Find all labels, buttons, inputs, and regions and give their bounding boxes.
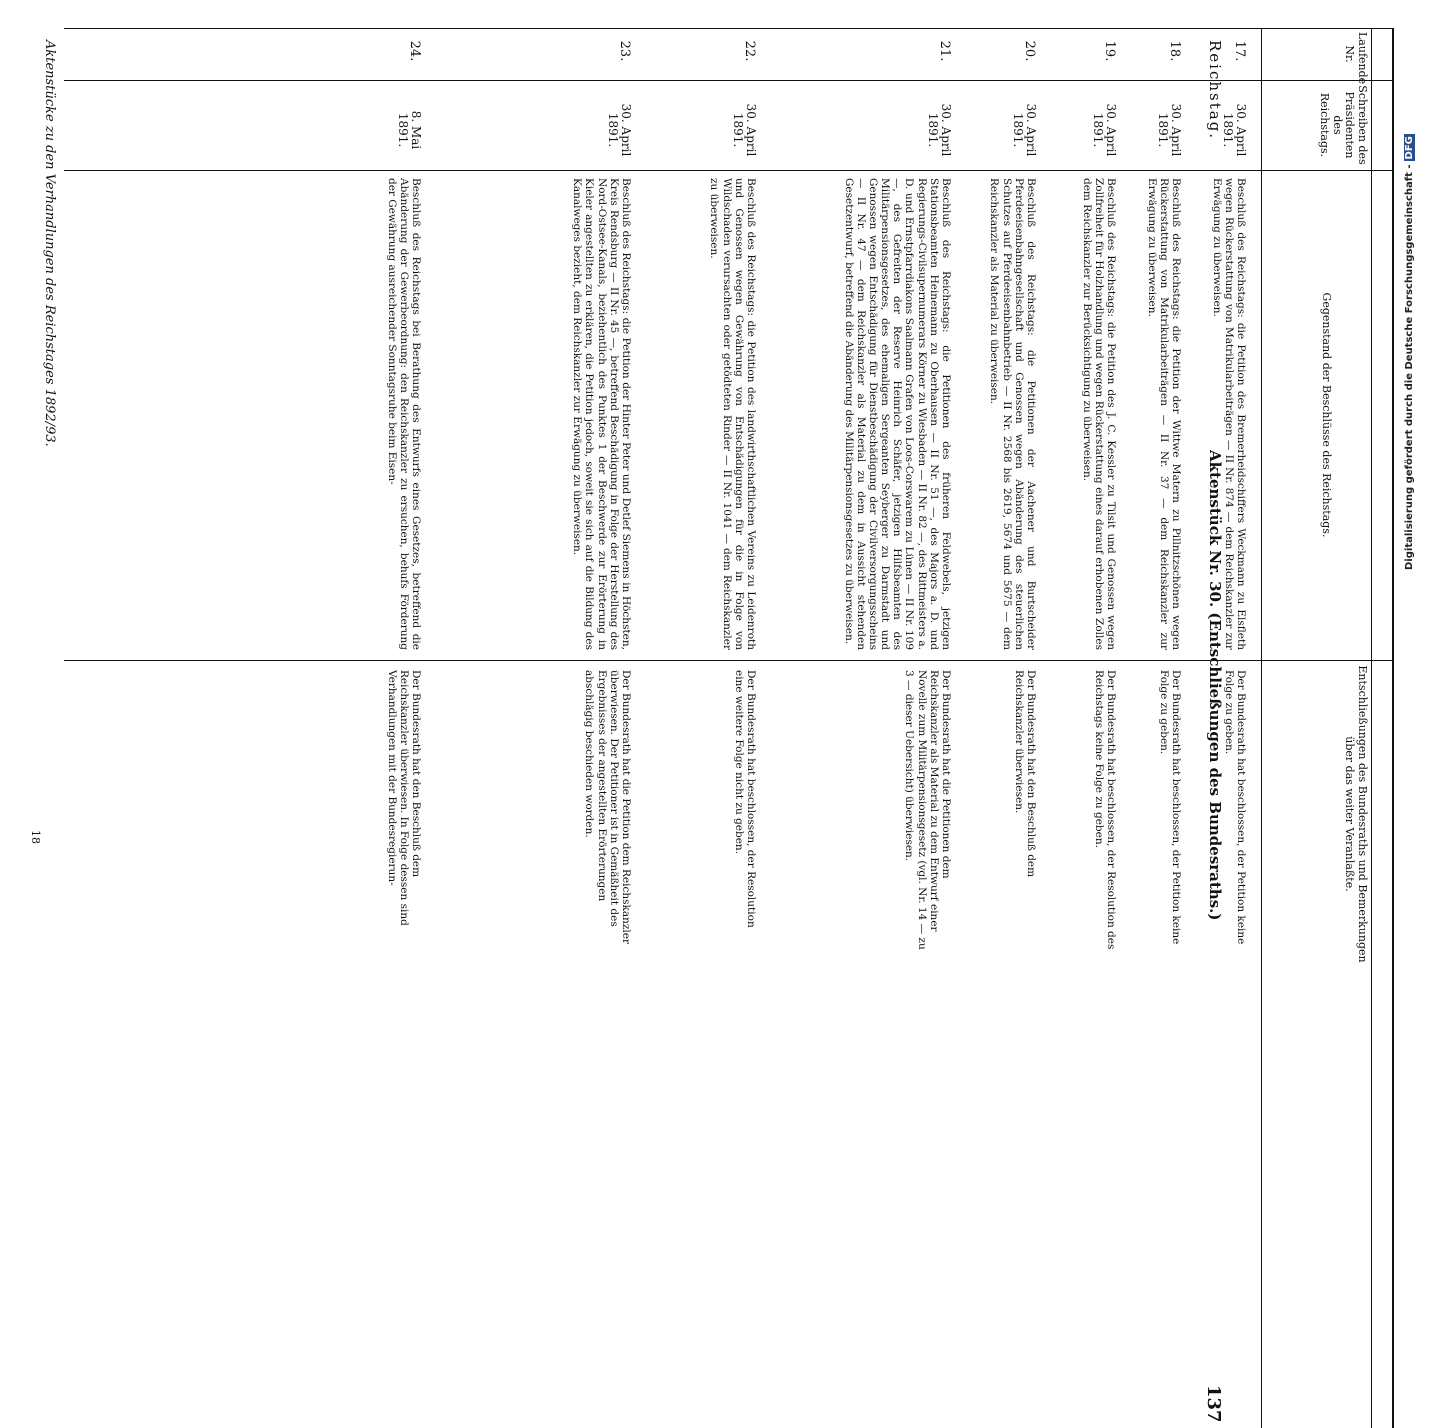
row-subject: Beschluß des Reichstags bei Berathung des Entwurfs eines Gesetzes, betreffend die Abänderung der Gewerbeordnung: den Reichskanzler zu ersuchen, behufs Förderung der Gewährung ausreichender Sonntagsruhe beim Eisen- bbox=[385, 178, 422, 650]
col-divider-date bbox=[64, 80, 1394, 81]
row-subject: Beschluß des Reichstags: die Petitionen der Aachener und Burtscheider Pferdeeisenbahngesellschaft und Genossen wegen Abänderung des steuerlichen Schutzes auf Pferdeeisenbahnbetrieb — II Nr. 2568 bis 2619, 5674 und 5675 — dem Reichskanzler als Material zu überweisen. bbox=[988, 178, 1037, 650]
table-head-rule bbox=[1371, 28, 1372, 1428]
header-body-rule bbox=[1261, 28, 1262, 1428]
table-top-rule bbox=[1392, 28, 1394, 1428]
row-decision: Der Bundesrath hat beschlossen, der Petition keine Folge zu geben. bbox=[1222, 670, 1247, 945]
row-number: 24. bbox=[407, 40, 422, 62]
dfg-logo: DFG bbox=[1404, 136, 1415, 160]
row-date: 30. April 1891. bbox=[730, 103, 758, 157]
row-decision: Der Bundesrath hat den Beschluß dem Reichskanzler überwiesen. In Folge dessen sind Verhandlungen mit der Bundesregierun- bbox=[385, 670, 422, 926]
sheet-number: 18 bbox=[29, 830, 42, 844]
row-number: 18. bbox=[1167, 40, 1182, 62]
header-left: Reichstag. bbox=[1206, 40, 1224, 141]
row-decision: Der Bundesrath hat beschlossen, der Petition keine Folge zu geben. bbox=[1157, 670, 1182, 945]
row-decision: Der Bundesrath hat beschlossen, der Resolution eine weitere Folge nicht zu geben. bbox=[732, 670, 757, 928]
row-decision: Der Bundesrath hat den Beschluß dem Reichskanzler überwiesen. bbox=[1012, 670, 1037, 878]
row-subject: Beschluß des Reichstags: die Petition der Hinter Peter und Detlef Siemens in Höchsten, Kreis Rendsburg — II Nr. 45 —, betreffend Beschädigung in Folge der Herstellung des Nord-Ostsee-Kanals, beziehentlich des Punktes 1 der Beschwerde zur Erörterung in Kieler angestellten zu erklären, die Petition jedoch, soweit sie sich auf die Bildung des Kanalweges bezieht, dem Reichskanzler zur Erwägung zu überweisen. bbox=[571, 178, 632, 650]
col-divider-no bbox=[64, 28, 1394, 29]
row-subject: Beschluß des Reichstags: die Petition des landwirthschaftlichen Vereins zu Leidenroth und Genossen wegen Gewährung von Entschädigungen für die in Folge von Wildschaden verursachten oder getödteten Rinder — II Nr. 1041 — dem Reichskanzler zu überweisen. bbox=[708, 178, 757, 650]
digitization-text: Digitalisierung gefördert durch die Deutsche Forschungsgemeinschaft - bbox=[1404, 164, 1415, 570]
digitization-note bbox=[1404, 134, 1415, 570]
row-decision: Der Bundesrath hat die Petitionen dem Reichskanzler als Material zu dem Entwurf einer Novelle zum Militärpensionsgesetz (vgl. Nr. 14 — zu 3 — dieser Uebersicht) überwiesen. bbox=[903, 670, 952, 950]
col-header-subject: Gegenstand der Beschlüsse des Reichstags. bbox=[1320, 292, 1333, 538]
row-subject: Beschluß des Reichstags: die Petition der Wittwe Matern zu Pillnitzschönen wegen Rückerstattung von Matrikularbeiträgen — II Nr. 37 — dem Reichskanzler zur Erwägung zu überweisen. bbox=[1145, 178, 1182, 650]
row-number: 23. bbox=[617, 40, 632, 62]
row-subject: Beschluß des Reichstags: die Petitionen des früheren Feldwebels, jetzigen Stationsbeamten Heinemann zu Oberhausen — II Nr. 51 —, des Majors a. D. und Regierungs-Civilsupernumerars Körner zu Wiesbaden — II Nr. 82 —, des Rittmeisters a. D. und Ernstpfarrdiakons Saalmann Grafen von Loos-Corswarem zu Lünen — II Nr. 109 —, des Gefreiten der Reserve Heinrich Schäfer, jetzigen Hilfsbeamten des Militärpensionsgesetzes, des ehemaligen Sergeanten Seyberger zu Darmstadt und Genossen wegen Entschädigung für Dienstbeschädigung der Civilversorgungsscheins — II Nr. 47 — dem Reichskanzler als Material zu dem in Aussicht stehenden Gesetzentwurf, betreffend die Abänderung des Militärpensionsgesetzes zu überweisen. bbox=[842, 178, 952, 650]
row-decision: Der Bundesrath hat beschlossen, der Resolution des Reichstags keine Folge zu geben. bbox=[1092, 670, 1117, 950]
row-date: 30. April 1891. bbox=[1220, 103, 1248, 157]
col-divider-decision bbox=[64, 660, 1394, 661]
row-number: 21. bbox=[937, 40, 952, 62]
row-date: 8. Mai 1891. bbox=[395, 110, 423, 150]
row-date: 30. April 1891. bbox=[925, 103, 953, 157]
page-number: 137 bbox=[1203, 1385, 1224, 1423]
row-number: 20. bbox=[1022, 40, 1037, 62]
row-date: 30. April 1891. bbox=[1155, 103, 1183, 157]
row-decision: Der Bundesrath hat die Petition dem Reichskanzler überwiesen. Der Petitioner ist in Gemäßheit des Ergebnisses der angestellten Erörterungen abschlägig beschieden worden. bbox=[583, 670, 632, 944]
col-header-no: Laufende Nr. bbox=[1343, 32, 1369, 85]
row-number: 22. bbox=[742, 40, 757, 62]
row-subject: Beschluß des Reichstags: die Petition des J. C. Kessler zu Tilsit und Genossen wegen Zollfreiheit für Holzhandlung und wegen Rückerstattung eines darauf erhobenen Zolles dem Reichskanzler zur Berücksichtigung zu überweisen. bbox=[1080, 178, 1117, 650]
row-date: 30. April 1891. bbox=[1010, 103, 1038, 157]
row-date: 30. April 1891. bbox=[605, 103, 633, 157]
header-title: Aktenstück Nr. 30. (Entschließungen des Bundesraths.) bbox=[1206, 450, 1224, 921]
col-header-decision: Entschließungen des Bundesraths und Bemerkungen über das weiter Veranlaßte. bbox=[1343, 665, 1369, 963]
row-number: 19. bbox=[1102, 40, 1117, 62]
col-divider-subject bbox=[64, 170, 1394, 171]
row-subject: Beschluß des Reichstags: die Petition des Bremerheidschiffers Weckmann zu Elsfleth wegen Rückerstattung von Matrikularbeiträgen — II Nr. 874 — dem Reichskanzler zur Erwägung zu überweisen. bbox=[1210, 178, 1247, 650]
col-header-date: Schreiben des Präsidenten des Reichstags. bbox=[1318, 85, 1369, 165]
row-number: 17. bbox=[1232, 40, 1247, 62]
row-date: 30. April 1891. bbox=[1090, 103, 1118, 157]
footer-caption: Aktenstücke zu den Verhandlungen des Reichstages 1892/93. bbox=[42, 40, 57, 447]
